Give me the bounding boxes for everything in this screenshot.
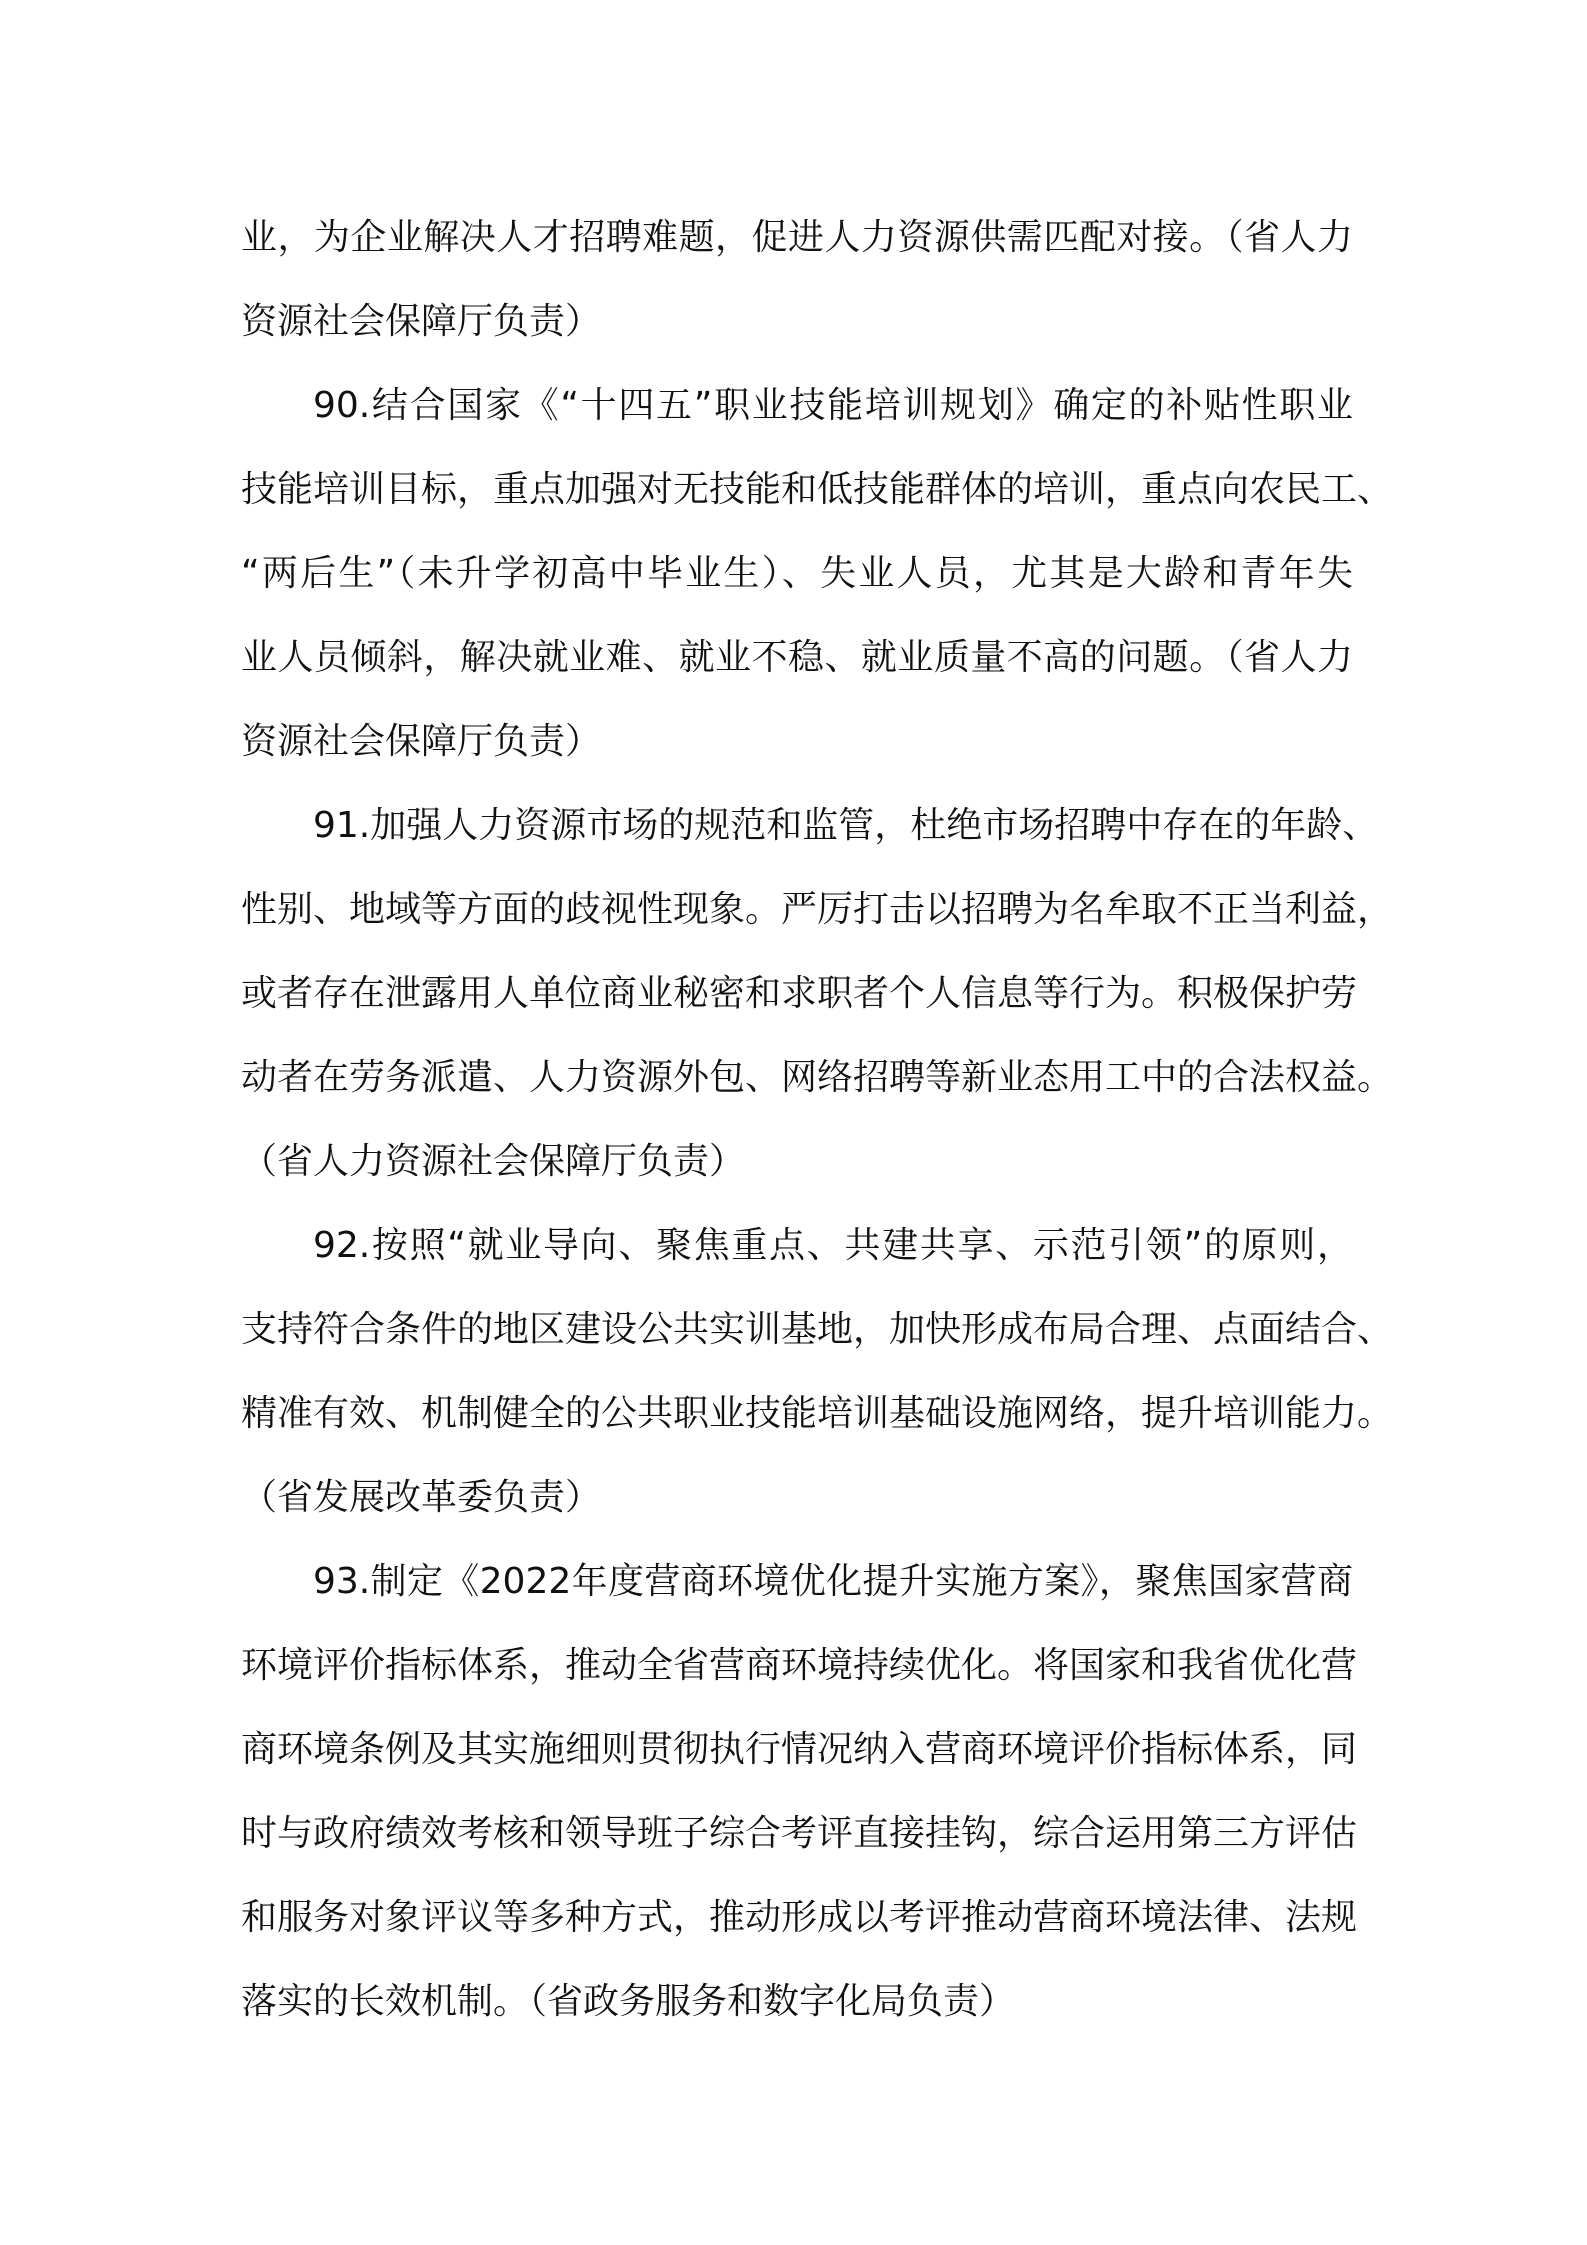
text-line: 资源社会保障厅负责） — [241, 721, 602, 762]
text-line: 业人员倾斜，解决就业难、就业不稳、就业质量不高的问题。（省人力 — [241, 637, 1353, 678]
paragraph-91-start: 91.加强人力资源市场的规范和监管，杜绝市场招聘中存在的年龄、 — [313, 805, 1379, 846]
text-line: 性别、地域等方面的歧视性现象。严厉打击以招聘为名牟取不正当利益， — [241, 889, 1394, 930]
text-line: 落实的长效机制。（省政务服务和数字化局负责） — [241, 1981, 1016, 2022]
document-body — [241, 196, 1394, 2044]
text-line: 动者在劳务派遣、人力资源外包、网络招聘等新业态用工中的合法权益。 — [241, 1057, 1394, 1098]
text-line: 精准有效、机制健全的公共职业技能培训基础设施网络，提升培训能力。 — [241, 1393, 1394, 1434]
text-line: （省发展改革委负责） — [241, 1477, 602, 1518]
text-line: 环境评价指标体系，推动全省营商环境持续优化。将国家和我省优化营 — [241, 1645, 1358, 1686]
paragraph-93-start: 93.制定《2022年度营商环境优化提升实施方案》，聚焦国家营商 — [313, 1561, 1353, 1602]
text-line: 业，为企业解决人才招聘难题，促进人力资源供需匹配对接。（省人力 — [241, 217, 1353, 258]
text-line: 和服务对象评议等多种方式，推动形成以考评推动营商环境法律、法规 — [241, 1897, 1358, 1938]
text-line: 技能培训目标，重点加强对无技能和低技能群体的培训，重点向农民工、 — [241, 469, 1394, 510]
text-line: （省人力资源社会保障厅负责） — [241, 1141, 746, 1182]
text-line: 时与政府绩效考核和领导班子综合考评直接挂钩，综合运用第三方评估 — [241, 1813, 1358, 1854]
paragraph-92-start: 92.按照“就业导向、聚焦重点、共建共享、示范引领”的原则， — [313, 1225, 1353, 1266]
text-line: 或者存在泄露用人单位商业秘密和求职者个人信息等行为。积极保护劳 — [241, 973, 1358, 1014]
paragraph-90-start: 90.结合国家《“十四五”职业技能培训规划》确定的补贴性职业 — [313, 385, 1353, 426]
text-line: 商环境条例及其实施细则贯彻执行情况纳入营商环境评价指标体系，同 — [241, 1729, 1358, 1770]
text-line: 支持符合条件的地区建设公共实训基地，加快形成布局合理、点面结合、 — [241, 1309, 1394, 1350]
text-line: “两后生”（未升学初高中毕业生）、失业人员，尤其是大龄和青年失 — [241, 553, 1353, 594]
text-line: 资源社会保障厅负责） — [241, 301, 602, 342]
